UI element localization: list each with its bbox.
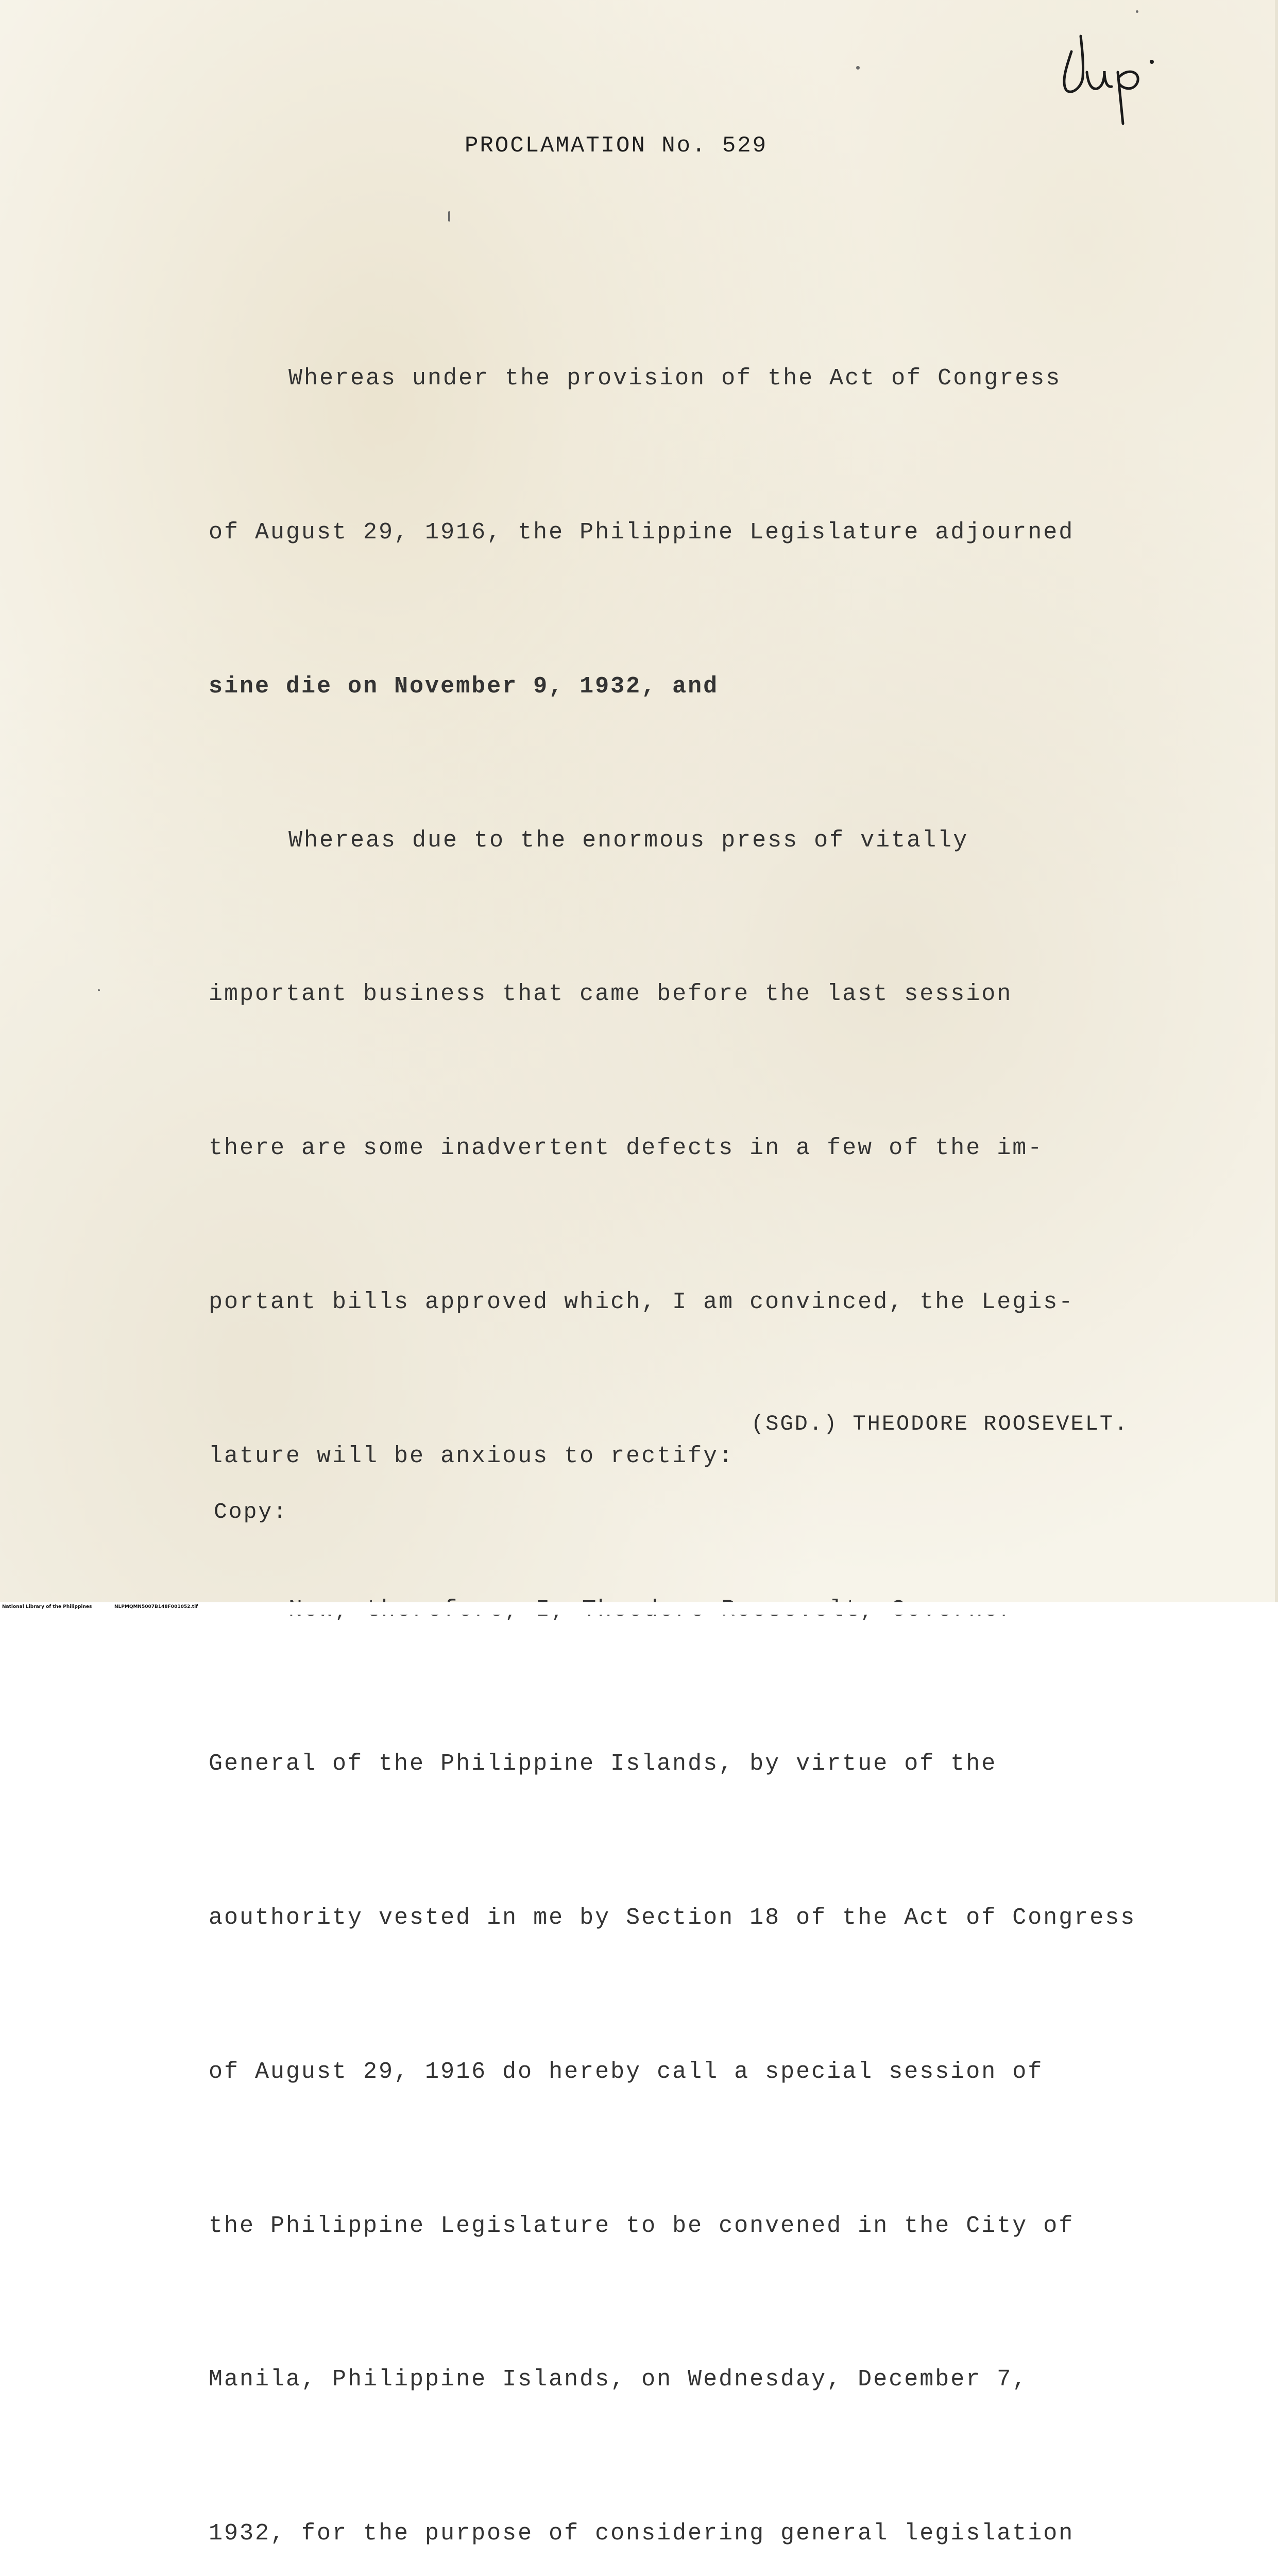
body-line: important business that came before the last session <box>209 981 1013 1008</box>
body-line: Whereas due to the enormous press of vitally <box>288 827 969 854</box>
paper-speck <box>98 989 100 991</box>
paper-speck <box>1136 10 1138 13</box>
page-title: PROCLAMATION No. 529 <box>465 133 768 159</box>
body-line: 1932, for the purpose of considering general legislation <box>209 2520 1075 2547</box>
body-line: General of the Philippine Islands, by virtue of the <box>209 1751 997 1777</box>
body-line: sine die on November 9, 1932, and <box>209 673 719 700</box>
body-line: lature will be anxious to rectify: <box>209 1443 735 1469</box>
body-line: Whereas under the provision of the Act of Congress <box>288 365 1062 392</box>
body-line: portant bills approved which, I am convinced, the Legis- <box>209 1289 1075 1315</box>
body-line: Manila, Philippine Islands, on Wednesday, December 7, <box>209 2366 1028 2393</box>
body-line: of August 29, 1916 do hereby call a special session of <box>209 2058 1044 2085</box>
footer-file-id: NLPMQMN5007B148F001052.tif <box>114 1604 198 1609</box>
paper-speck <box>856 66 860 70</box>
handwritten-note <box>1051 31 1159 129</box>
body-line: the Philippine Legislature to be convened in the City of <box>209 2212 1075 2239</box>
body-line: aouthority vested in me by Section 18 of the Act of Congress <box>209 1905 1136 1931</box>
signature-line: (SGD.) THEODORE ROOSEVELT. <box>751 1412 1129 1436</box>
body-line: of August 29, 1916, the Philippine Legislature adjourned <box>209 519 1075 546</box>
copy-label: Copy: <box>214 1499 288 1524</box>
body-line: there are some inadvertent defects in a few of the im- <box>209 1135 1044 1162</box>
footer-institution: National Library of the Philippines <box>2 1604 92 1609</box>
paper-speck <box>448 211 450 222</box>
